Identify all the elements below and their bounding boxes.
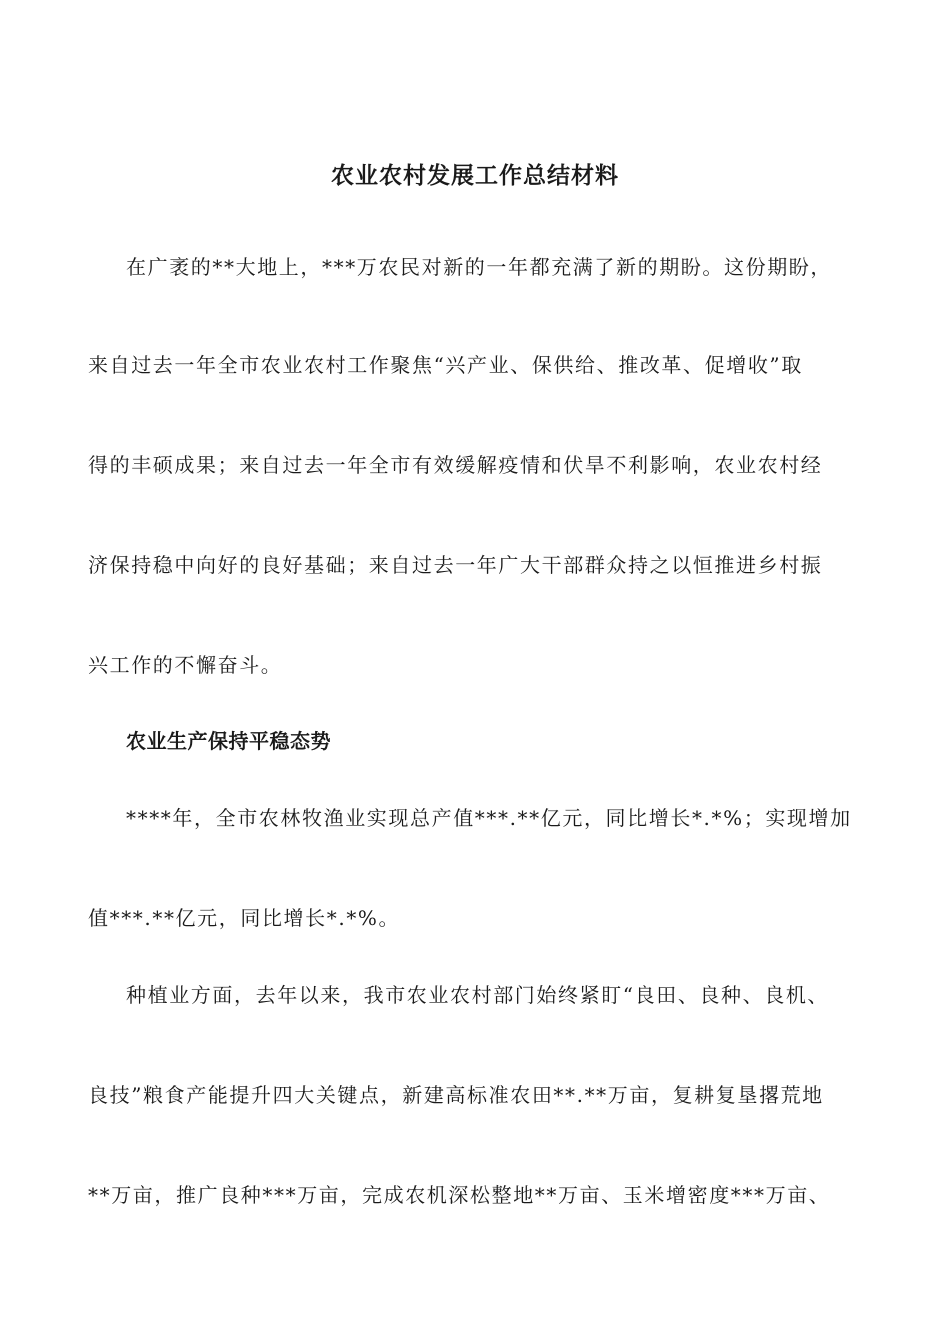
paragraph-line: 来自过去一年全市农业农村工作聚焦“兴产业、保供给、推改革、促增收”取: [88, 353, 803, 377]
section-heading: 农业生产保持平稳态势: [126, 729, 331, 753]
paragraph-line: 种植业方面，去年以来，我市农业农村部门始终紧盯“良田、良种、良机、: [126, 983, 830, 1007]
paragraph-line: 在广袤的**大地上，***万农民对新的一年都充满了新的期盼。这份期盼，: [126, 255, 832, 279]
paragraph-line: 良技”粮食产能提升四大关键点，新建高标准农田**.**万亩，复耕复垦撂荒地: [88, 1083, 824, 1107]
paragraph-line: 得的丰硕成果；来自过去一年全市有效缓解疫情和伏旱不利影响，农业农村经: [88, 453, 823, 477]
paragraph-line: 值***.**亿元，同比增长*.*%。: [88, 906, 401, 930]
paragraph-line: 兴工作的不懈奋斗。: [88, 653, 283, 677]
document-title: 农业农村发展工作总结材料: [331, 162, 619, 189]
paragraph-line: ****年，全市农林牧渔业实现总产值***.**亿元，同比增长*.*%；实现增加: [126, 806, 852, 830]
paragraph-line: **万亩，推广良种***万亩，完成农机深松整地**万亩、玉米增密度***万亩、: [88, 1183, 831, 1207]
paragraph-line: 济保持稳中向好的良好基础；来自过去一年广大干部群众持之以恒推进乡村振: [88, 553, 823, 577]
